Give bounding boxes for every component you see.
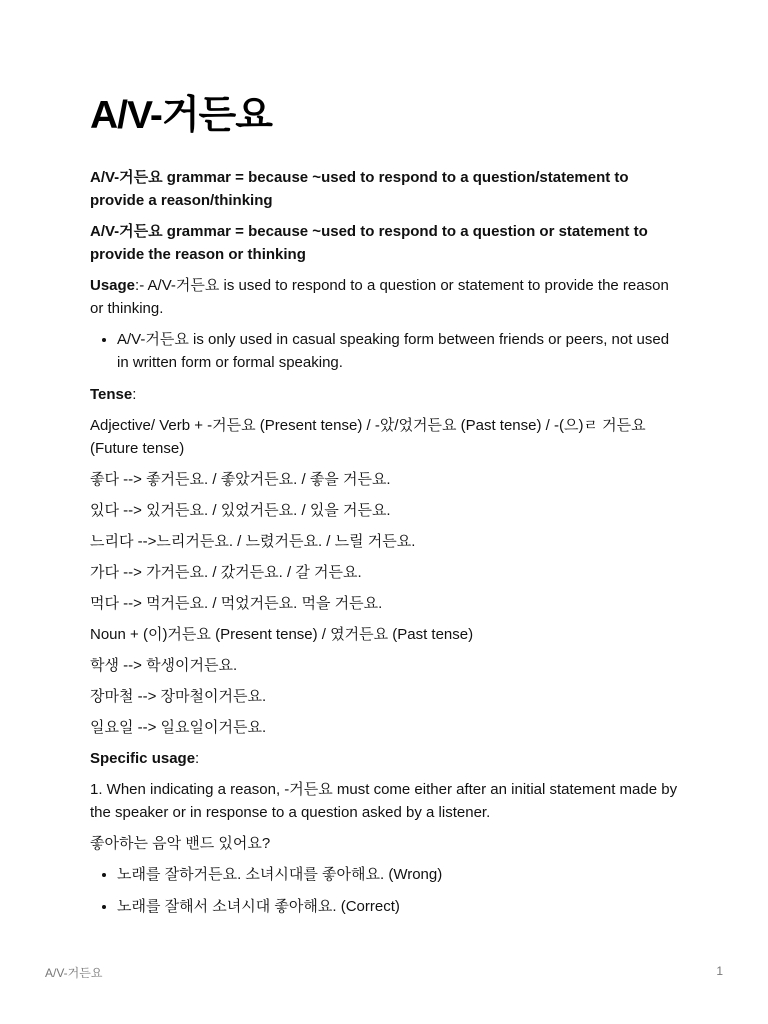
tense-line: 가다 --> 가거든요. / 갔거든요. / 갈 거든요. [90,564,362,581]
footer-document-title: A/V-거든요 [45,966,103,980]
page-content [90,92,680,927]
tense-line: Adjective/ Verb + -거든요 (Present tense) / -았/었거든요 (Past tense) / -(으)ㄹ 거든요 (Future tense) [90,417,646,457]
specific-usage-line: 좋아하는 음악 밴드 있어요? [90,835,271,852]
specific-usage-colon: : [195,750,200,767]
tense-line: 먹다 --> 먹거든요. / 먹었거든요. 먹을 거든요. [90,595,383,612]
tense-line: 장마철 --> 장마철이거든요. [90,688,267,705]
specific-usage-label: Specific usage [90,750,196,767]
tense-line: 일요일 --> 일요일이거든요. [90,719,267,736]
tense-line: 학생 --> 학생이거든요. [90,657,238,674]
list-item: • A/V-거든요 is only used in casual speaking form between friends or peers, not used in written form or formal speaking. [117,328,680,374]
tense-label: Tense [90,386,133,403]
specific-usage-heading [90,747,680,770]
tense-line: 느리다 -->느리거든요. / 느렸거든요. / 느릴 거든요. [90,533,416,550]
usage-label: Usage [90,277,136,294]
footer-page-number: 1 [716,964,723,978]
definition-2: A/V-거든요 grammar = because ~used to respond to a question or statement to provide the reason or thinking [90,223,648,263]
tense-line: 있다 --> 있거든요. / 있었거든요. / 있을 거든요. [90,502,391,519]
usage-text: :- A/V-거든요 is used to respond to a question or statement to provide the reason or thinking. [90,277,669,317]
specific-usage-line: 1. When indicating a reason, -거든요 must come either after an initial statement made by the speaker or in response to a question asked by a listener. [90,781,678,821]
list-item: • 노래를 잘해서 소녀시대 좋아해요. (Correct) [117,895,680,918]
tense-line: Noun + (이)거든요 (Present tense) / 였거든요 (Past tense) [90,626,474,643]
definition-1: A/V-거든요 grammar = because ~used to respond to a question/statement to provide a reason/thinking [90,169,629,209]
list-item: • 노래를 잘하거든요. 소녀시대를 좋아해요. (Wrong) [117,863,680,886]
example-bullet-list [90,863,680,918]
usage-bullet-list [90,328,680,374]
usage-paragraph [90,274,680,320]
tense-colon: : [132,386,137,403]
tense-heading [90,383,680,406]
tense-line: 좋다 --> 좋거든요. / 좋았거든요. / 좋을 거든요. [90,471,391,488]
page-title: A/V-거든요 [90,94,272,137]
